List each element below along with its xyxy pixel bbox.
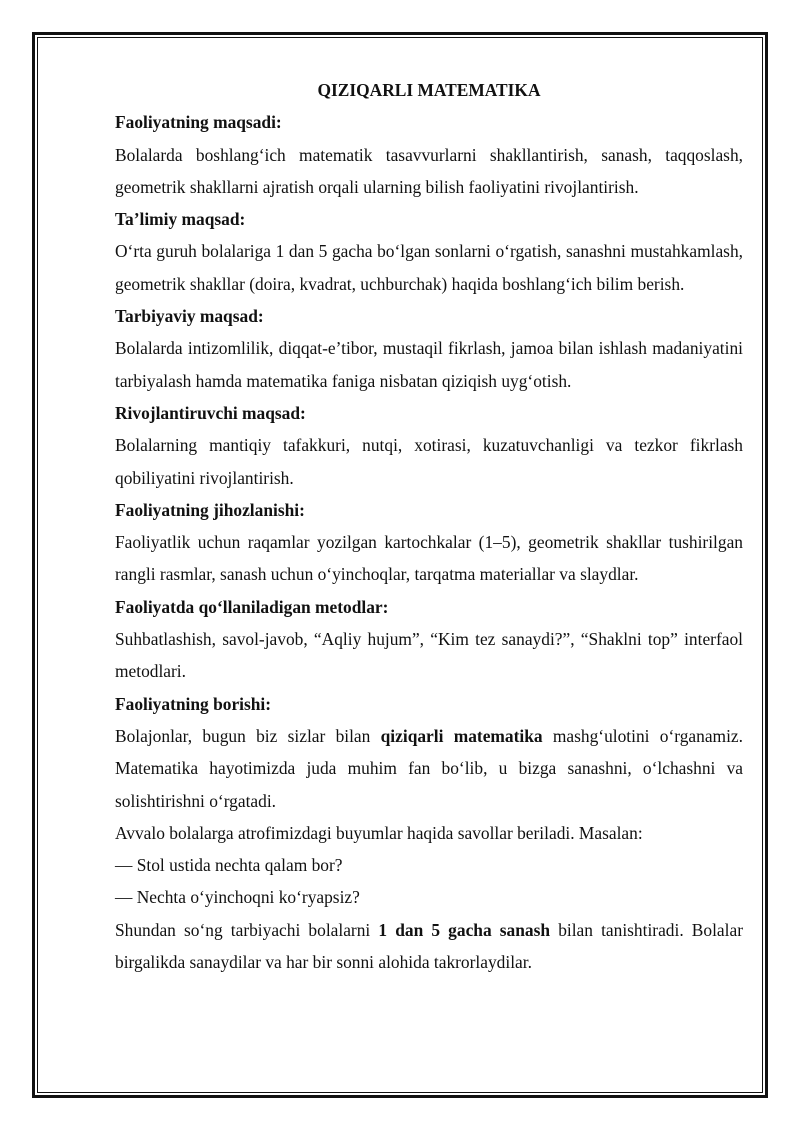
heading-tarbiyaviy-maqsad: Tarbiyaviy maqsad: (115, 306, 264, 327)
paragraph-jihozlanishi: Faoliyatlik uchun raqamlar yozilgan kartochkalar (1–5), geometrik shakllar tushirilgan rangli rasmlar, sanash uchun o‘yinchoqlar, tarqatma materiallar va slaydlar. (115, 532, 743, 585)
paragraph-metodlar: Suhbatlashish, savol-javob, “Aqliy hujum”, “Kim tez sanaydi?”, “Shaklni top” interfaol metodlari. (115, 629, 743, 682)
borishi-intro-bold: qiziqarli matematika (380, 725, 543, 746)
borishi-sanash-end: bilan tanishtiradi. Bolalar birgalikda sanaydilar va har bir sonni alohida takrorlaydilar. (115, 919, 743, 973)
document-title: QIZIQARLI MATEMATIKA (317, 80, 541, 100)
paragraph-rivojlantiruvchi-maqsad: Bolalarning mantiqiy tafakkuri, nutqi, xotirasi, kuzatuvchanligi va tezkor fikrlash qobiliyatini rivojlantirish. (115, 435, 743, 488)
heading-rivojlantiruvchi-maqsad: Rivojlantiruvchi maqsad: (115, 402, 306, 423)
document-body (115, 74, 743, 978)
heading-faoliyat-maqsadi: Faoliyatning maqsadi: (115, 112, 282, 133)
heading-talimiy-maqsad: Ta’limiy maqsad: (115, 209, 246, 230)
paragraph-tarbiyaviy-maqsad: Bolalarda intizomlilik, diqqat-e’tibor, mustaqil fikrlash, jamoa bilan ishlash madaniyatini tarbiyalash hamda matematika faniga nisbatan qiziqish uyg‘otish. (115, 338, 743, 391)
borishi-intro-start: Bolajonlar, bugun biz sizlar bilan (115, 725, 381, 746)
heading-borishi: Faoliyatning borishi: (115, 693, 272, 714)
paragraph-talimiy-maqsad: O‘rta guruh bolalariga 1 dan 5 gacha bo‘lgan sonlarni o‘rgatish, sanashni mustahkamlash, geometrik shakllar (doira, kvadrat, uchburchak) haqida boshlang‘ich bilim berish. (115, 241, 743, 294)
question-line-2: — Nechta o‘yinchoqni ko‘ryapsiz? (115, 887, 360, 908)
borishi-intro-end: mashg‘ulotini o‘rganamiz. Matematika hayotimizda juda muhim fan bo‘lib, u bizga sanashni, o‘lchashni va solishtirishni o‘rgatadi. (115, 725, 743, 811)
borishi-sanash-start: Shundan so‘ng tarbiyachi bolalarni (115, 919, 379, 940)
heading-jihozlanishi: Faoliyatning jihozlanishi: (115, 499, 305, 520)
paragraph-borishi-sanash (115, 914, 743, 979)
paragraph-faoliyat-maqsadi: Bolalarda boshlang‘ich matematik tasavvurlarni shakllantirish, sanash, taqqoslash, geometrik shakllarni ajratish orqali ularning bilish faoliyatini rivojlantirish. (115, 144, 743, 197)
paragraph-borishi-savollar: Avvalo bolalarga atrofimizdagi buyumlar haqida savollar beriladi. Masalan: (115, 822, 643, 843)
paragraph-borishi-intro (115, 720, 743, 817)
heading-metodlar: Faoliyatda qo‘llaniladigan metodlar: (115, 596, 389, 617)
question-line-1: — Stol ustida nechta qalam bor? (115, 855, 343, 876)
borishi-sanash-bold: 1 dan 5 gacha sanash (378, 919, 551, 940)
